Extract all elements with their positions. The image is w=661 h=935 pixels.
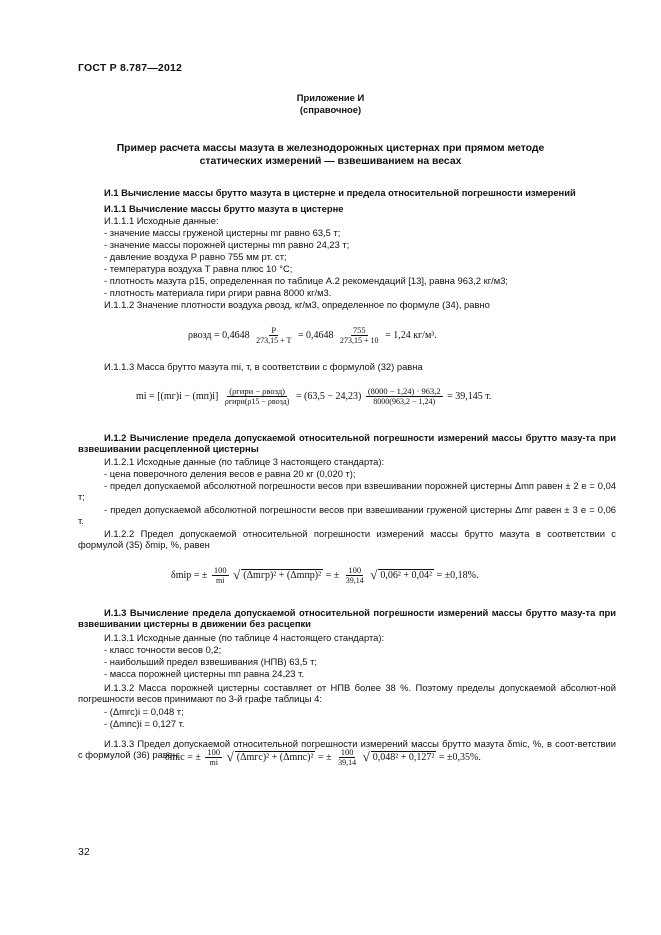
list-item: - плотность материала гири ρгири равна 8000 кг/м3.	[104, 287, 332, 298]
appendix-subtitle: (справочное)	[299, 104, 362, 115]
formula-dynamic-error	[165, 747, 481, 768]
fraction-denominator: 39,14	[338, 758, 357, 767]
paragraph-1-1-3: И.1.1.3 Масса брутто мазута mi, т, в соответствии с формулой (32) равна	[104, 361, 423, 372]
list-item: - значение массы груженой цистерны mг равно 63,5 т;	[104, 227, 341, 238]
fraction-numerator: 100	[207, 747, 221, 757]
fraction-numerator: P	[271, 325, 277, 335]
standard-number: ГОСТ Р 8.787—2012	[78, 62, 183, 74]
doc-title-line1: Пример расчета массы мазута в железнодорожных цистернах при прямом методе	[116, 143, 545, 154]
fraction-numerator: 100	[340, 747, 354, 757]
paragraph-1-2-2: И.1.2.2 Предел допускаемой относительной погрешности измерений массы брутто мазута в соответствии с формулой (35) δmiр, %, равен	[78, 528, 616, 551]
paragraph-1-1-2: И.1.1.2 Значение плотности воздуха ρвозд, кг/м3, определенное по формуле (34), равно	[104, 299, 490, 310]
paragraph-1-3-3: И.1.3.3 Предел допускаемой относительной погрешности измерений массы брутто мазута δmiс, %, в соот-ветствии с формулой (36) равен	[78, 738, 616, 761]
fraction-numerator: 100	[348, 565, 362, 575]
fraction-numerator: 100	[213, 565, 227, 575]
radicand: 0,06² + 0,04²	[380, 569, 433, 581]
fraction-denominator: 273,15 + 10	[340, 336, 379, 345]
formula-static-error	[171, 565, 479, 586]
fraction-denominator: 39,14	[345, 576, 364, 585]
formula-lhs: δmiр = ±	[171, 569, 208, 581]
list-item: - давление воздуха P равно 755 мм рт. ст;	[104, 251, 287, 262]
list-item: - (Δmпс)i = 0,127 т.	[104, 718, 185, 729]
fraction-numerator: (ρгири − ρвозд)	[229, 386, 285, 396]
paragraph-1-3-2: И.1.3.2 Масса порожней цистерны составляет от НПВ более 38 %. Поэтому пределы допускаемой абсолют-ной погрешности весов принимают по 3-й графе таблицы 4:	[78, 682, 616, 705]
page-number: 32	[78, 846, 90, 858]
formula-mid: = 0,4648	[297, 329, 334, 341]
fraction-numerator: (8000 − 1,24) · 963,2	[367, 386, 441, 396]
subsection-heading-1-3: И.1.3 Вычисление предела допускаемой относительной погрешности измерений массы брутто мазу-та при взвешивании цистерны в движении без расцепки	[78, 607, 616, 630]
list-item: - предел допускаемой абсолютной погрешности весов при взвешивании порожней цистерны Δmп равен ± 2 e = 0,04 т;	[78, 480, 616, 503]
list-item: - температура воздуха T равна плюс 10 °С;	[104, 263, 293, 274]
fraction-numerator: 755	[352, 325, 366, 335]
list-item: - цена поверочного деления весов e равна 20 кг (0,020 т);	[104, 468, 356, 479]
formula-mid: = (63,5 − 24,23)	[295, 390, 362, 402]
list-item: - (Δmгс)i = 0,048 т;	[104, 706, 184, 717]
paragraph-1-3-1: И.1.3.1 Исходные данные (по таблице 4 настоящего стандарта):	[104, 632, 385, 643]
list-item: - значение массы порожней цистерны mп равно 24,23 т;	[104, 239, 350, 250]
list-item: - класс точности весов 0,2;	[104, 644, 222, 655]
formula-result: = 39,145 т.	[447, 390, 492, 402]
formula-mid: = ±	[317, 751, 332, 763]
list-item: - предел допускаемой абсолютной погрешности весов при взвешивании груженой цистерны Δmг равен ± 3 e = 0,06 т.	[78, 504, 616, 527]
fraction-denominator: ρгири(ρ15 − ρвозд)	[224, 397, 290, 406]
doc-title-line2: статических измерений — взвешиванием на весах	[199, 156, 462, 167]
formula-result: = 1,24 кг/м³.	[385, 329, 437, 341]
list-item: - плотность мазута ρ15, определенная по таблице А.2 рекомендаций [13], равна 963,2 кг/м3;	[104, 275, 509, 286]
formula-result: = ±0,35%.	[438, 751, 481, 763]
sqrt-icon: √	[370, 566, 378, 582]
radicand: 0,048² + 0,127²	[372, 751, 435, 763]
appendix-title: Приложение И	[296, 92, 365, 103]
fraction-denominator: mi	[216, 576, 225, 585]
radicand: (Δmгр)² + (Δmпр)²	[243, 569, 322, 581]
formula-gross-mass	[136, 386, 491, 407]
formula-lhs: δmiс = ±	[165, 751, 201, 763]
fraction-denominator: mi	[209, 758, 218, 767]
subsection-heading-1-2: И.1.2 Вычисление предела допускаемой относительной погрешности измерений массы брутто мазу-та при взвешивании расцепленной цистерны	[78, 432, 616, 455]
radicand: (Δmгс)² + (Δmпс)²	[236, 751, 314, 763]
sqrt-icon: √	[233, 566, 241, 582]
formula-lhs: ρвозд = 0,4648	[188, 329, 250, 341]
sqrt-icon: √	[362, 748, 370, 764]
formula-air-density	[188, 325, 437, 346]
fraction-denominator: 273,15 + T	[256, 336, 292, 345]
list-item: - масса порожней цистерны mп равна 24,23 т.	[104, 668, 304, 679]
paragraph-1-1-1: И.1.1.1 Исходные данные:	[104, 215, 219, 226]
formula-result: = ±0,18%.	[436, 569, 479, 581]
formula-mid: = ±	[325, 569, 340, 581]
list-item: - наибольший предел взвешивания (НПВ) 63,5 т;	[104, 656, 317, 667]
fraction-denominator: 8000(963,2 − 1,24)	[373, 397, 436, 406]
sqrt-icon: √	[226, 748, 234, 764]
paragraph-1-2-1: И.1.2.1 Исходные данные (по таблице 3 настоящего стандарта):	[104, 456, 385, 467]
subsection-heading-1-1: И.1.1 Вычисление массы брутто мазута в цистерне	[104, 203, 344, 214]
section-heading-1: И.1 Вычисление массы брутто мазута в цистерне и предела относительной погрешности измерений	[104, 187, 576, 198]
formula-lhs: mi = [(mг)i − (mп)i]	[136, 390, 219, 402]
